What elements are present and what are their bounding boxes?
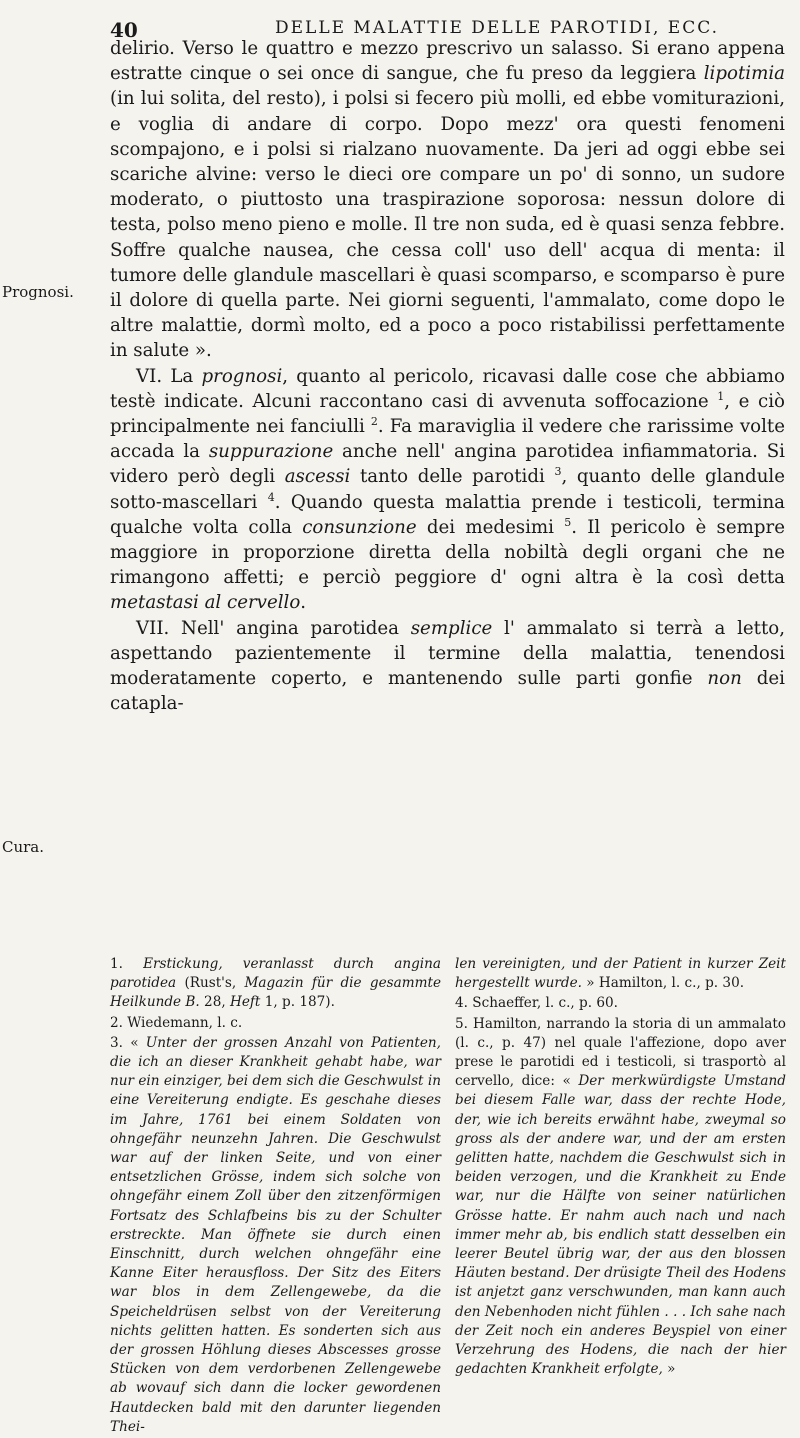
footnote-left-3: 3. « Unter der grossen Anzahl von Patienten, die ich an dieser Krankheit gehabt habe, war nur ein einziger, bei dem sich die Geschwulst in eine Vereiterung endigte. Es geschahe dieses im Jahre, 1761 bei einem Soldaten von ohngefähr neunzehn Jahren. Die Geschwulst war auf der linken Seite, und von einer entsetzlichen Grösse, indem sich solche von ohngefähr einem Zoll über den zitzenförmigen Fortsatz des Schlafbeins bis zu der Schulter erstreckte. Man öffnete sie durch einen Einschnitt, durch welchen ohngefähr eine Kanne Eiter herausfloss. Der Sitz des Eiters war blos in dem Zellengewebe, da die Speicheldrüsen selbst von der Vereiterung nichts gelitten hatten. Es sonderten sich aus der grossen Höhlung dieses Abscesses grosse Stücken von dem verdorbenen Zellengewebe ab wovauf sich dann die locker gewordenen Hautdecken bald mit den darunter liegenden Thei- <box>110 1034 441 1435</box>
page-number: 40 <box>110 18 138 42</box>
footnote-right-3: 5. Hamilton, narrando la storia di un ammalato (l. c., p. 47) nel quale l'affezione, dopo aver prese le parotidi ed i testicoli, si trasportò al cervello, dice: « Der merkwürdigste Umstand bei diesem Falle war, dass der rechte Hode, der, wie ich bereits erwähnt habe, zweymal so gross als der andere war, und der am ersten gelitten hatte, nachdem die Geschwulst sich in beiden verzogen, und die Krankheit zu Ende war, nur die Hälfte von seiner natürlichen Grösse hatte. Er nahm auch nach und nach immer mehr ab, bis endlich statt desselben ein leerer Beutel übrig war, der aus den blossen Häuten bestand. Der drüsigte Theil des Hodens ist anjetzt ganz verschwunden, man kann auch den Nebenhoden nicht fühlen . . . Ich sahe nach der Zeit noch ein anderes Beyspiel von einer Verzehrung des Hodens, die nach der hier gedachten Krankheit erfolgte, » <box>455 1015 786 1378</box>
paragraph-case-history: delirio. Verso le quattro e mezzo prescrivo un salasso. Si erano appena estratte cinque o sei once di sangue, che fu preso da leggiera lipotimia (in lui solita, del resto), i polsi si fecero più molli, ed ebbe vomiturazioni, e voglia di andare di corpo. Dopo mezz' ora questi fenomeni scompajono, e i polsi si rialzano nuovamente. Da jeri ad oggi ebbe sei scariche alvine: verso le dieci ore compare un po' di sonno, un sudore moderato, o piuttosto una traspirazione soporosa: nessun dolore di testa, polso meno pieno e molle. Il tre non suda, ed è quasi senza febbre. Soffre qualche nausea, che cessa coll' uso dell' acqua di menta: il tumore delle glandule mascellari è quasi scomparso, e scomparso è pure il dolore di quella parte. Nei giorni seguenti, l'ammalato, come dopo le altre malattie, dormì molto, ed a poco a poco ristabilissi perfettamente in salute ». <box>110 38 785 362</box>
footnote-left-2: 2. Wiedemann, l. c. <box>110 1014 243 1031</box>
footnotes-left-column <box>110 955 441 1438</box>
margin-note-prognosis: Prognosi. <box>2 283 74 301</box>
margin-note-cure: Cura. <box>2 838 45 856</box>
footnotes <box>110 955 786 1438</box>
footnotes-right-column <box>455 955 786 1438</box>
footnote-left-1: 1. Erstickung, veranlasst durch angina parotidea (Rust's, Magazin für die gesammte Heilkunde B. 28, Heft 1, p. 187). <box>110 956 441 1011</box>
footnote-right-2: 4. Schaeffer, l. c., p. 60. <box>455 995 618 1012</box>
paragraph-prognosis: VI. La prognosi, quanto al pericolo, ricavasi dalle cose che abbiamo testè indicate. Alcuni raccontano casi di avvenuta soffocazione $^1$, e ciò principalmente nei fanciulli $^2$. Fa maraviglia il vedere che rarissime volte accada la suppurazione anche nell' angina parotidea infiammatoria. Si videro però degli ascessi tanto delle parotidi $^3$, quanto delle glandule sotto-mascellari $^4$. Quando questa malattia prende i testicoli, termina qualche volta colla consunzione dei medesimi $^5$. Il pericolo è sempre maggiore in proporzione diretta della nobiltà degli organi che ne rimangono affetti; e perciò peggiore d' ogni altra è la così detta metastasi al cervello. <box>110 365 785 614</box>
footnote-right-1: len vereinigten, und der Patient in kurzer Zeit hergestellt wurde. » Hamilton, l. c., p. 30. <box>455 956 786 992</box>
main-text <box>110 36 785 716</box>
running-head: DELLE MALATTIE DELLE PAROTIDI, ECC. <box>275 18 720 38</box>
paragraph-cure: VII. Nell' angina parotidea semplice l' ammalato si terrà a letto, aspettando pazientemente il termine della malattia, tenendosi moderatamente coperto, e mantenendo sulle parti gonfie non dei catapla- <box>110 617 785 715</box>
